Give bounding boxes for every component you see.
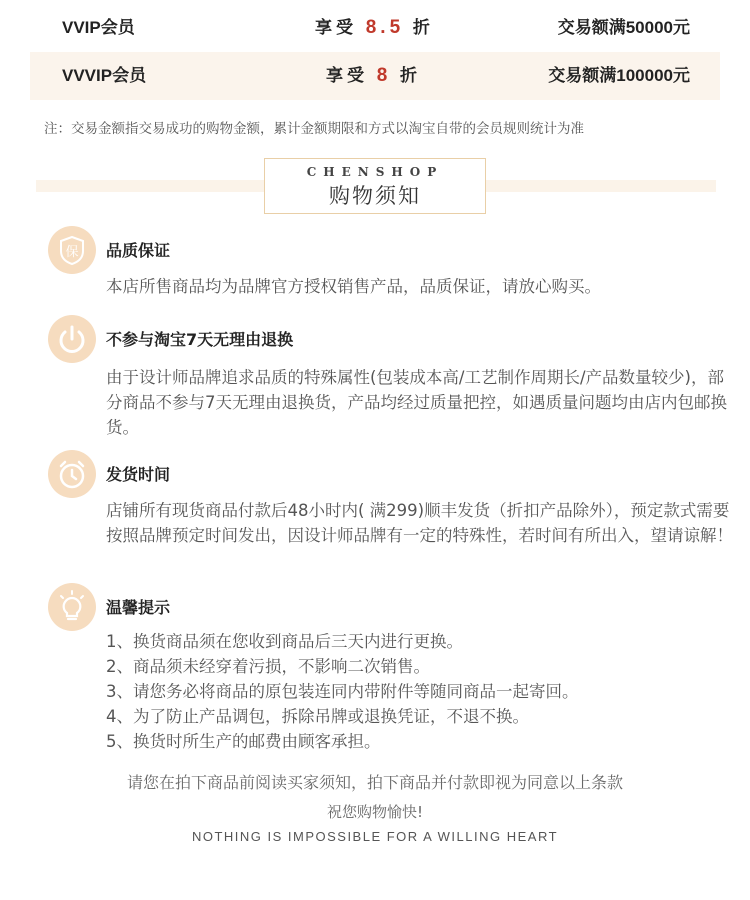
quality-badge-icon	[48, 226, 96, 274]
section-heading: 发货时间	[106, 465, 171, 484]
section-heading: 不参与淘宝7天无理由退换	[106, 330, 294, 349]
lightbulb-icon	[48, 583, 96, 631]
membership-row-vvvip	[30, 52, 720, 100]
membership-note: 注：交易金额指交易成功的购物金额，累计金额期限和方式以淘宝自带的会员规则统计为准	[44, 121, 584, 137]
footer-slogan: NOTHING IS IMPOSSIBLE FOR A WILLING HEART	[191, 829, 559, 844]
membership-condition: 交易额满100000元	[548, 66, 690, 85]
section-body: 由于设计师品牌追求品质的特殊属性(包装成本高/工艺制作周期长/产品数量较少)，部分商品不参与7天无理由退换货，产品均经过质量把控，如遇质量问题均由店内包邮换货。	[106, 368, 727, 437]
membership-level: VVVIP会员	[62, 66, 147, 85]
notice-title-zh: 购物须知	[329, 184, 421, 208]
membership-discount: 享受 8 折	[326, 65, 422, 86]
footer-agreement: 请您在拍下商品前阅读买家须知，拍下商品并付款即视为同意以上条款	[126, 773, 623, 792]
section-heading: 品质保证	[106, 241, 171, 260]
list-item: 1、换货商品须在您收到商品后三天内进行更换。	[106, 632, 463, 651]
membership-level: VVIP会员	[62, 18, 135, 37]
list-item: 5、换货时所生产的邮费由顾客承担。	[106, 732, 381, 751]
membership-discount: 享受 8.5 折	[315, 17, 434, 38]
alarm-clock-icon	[48, 450, 96, 498]
power-icon	[48, 315, 96, 363]
list-item: 3、请您务必将商品的原包装连同内带附件等随同商品一起寄回。	[106, 682, 579, 701]
section-body: 本店所售商品均为品牌官方授权销售产品，品质保证，请放心购买。	[106, 277, 601, 296]
discount-value: 8.5	[365, 17, 405, 38]
list-item: 4、为了防止产品调包，拆除吊牌或退换凭证，不退不换。	[106, 707, 529, 726]
section-heading: 温馨提示	[106, 598, 171, 617]
discount-value: 8	[376, 65, 392, 86]
notice-title-box	[264, 158, 486, 214]
footer-wish: 祝您购物愉快!	[326, 803, 423, 821]
list-item: 2、商品须未经穿着污损，不影响二次销售。	[106, 657, 430, 676]
tips-list	[106, 629, 736, 754]
membership-condition: 交易额满50000元	[557, 18, 690, 37]
svg-text:保: 保	[65, 245, 79, 260]
membership-row-vvip	[30, 4, 720, 52]
notice-title-en: CHENSHOP	[306, 165, 444, 179]
section-body: 店铺所有现货商品付款后48小时内( 满299)顺丰发货（折扣产品除外），预定款式需要按照品牌预定时间发出，因设计师品牌有一定的特殊性，若时间有所出入，望请谅解！	[106, 501, 733, 545]
